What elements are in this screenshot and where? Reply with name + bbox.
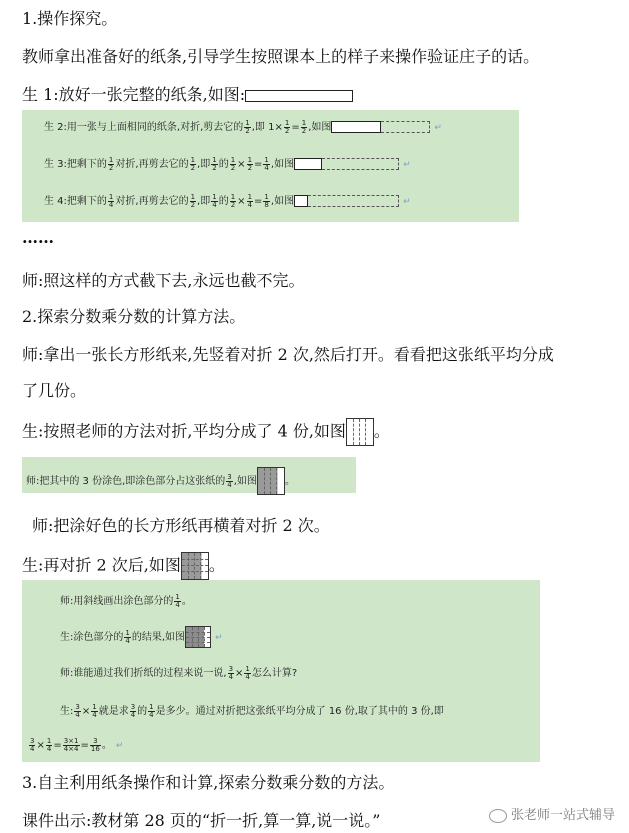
strip-kept bbox=[294, 158, 322, 170]
heading-1: 1.操作探究。 bbox=[22, 9, 118, 28]
student-text: 生 1:放好一张完整的纸条,如图: bbox=[22, 85, 246, 104]
highlight-box-3 bbox=[22, 580, 540, 762]
grid-paper-figure bbox=[181, 552, 209, 580]
return-mark-icon: ↵ bbox=[403, 160, 411, 170]
folded-paper-figure bbox=[346, 418, 374, 446]
heading-2: 2.探索分数乘分数的计算方法。 bbox=[22, 307, 246, 326]
teacher-question-row: 师:谁能通过我们折纸的过程来说一说, $\frac{3}{4}$ × $\frac{1}{4}$ 怎么计算? bbox=[60, 664, 298, 681]
return-mark-icon: ↵ bbox=[115, 741, 124, 751]
heading-3: 3.自主利用纸条操作和计算,探索分数乘分数的方法。 bbox=[22, 773, 395, 792]
paragraph: 生:再对折 2 次后,如图 。 bbox=[22, 552, 225, 580]
hatched-grid-figure bbox=[185, 626, 211, 648]
paragraph: 教师拿出准备好的纸条,引导学生按照课本上的样子来操作验证庄子的话。 bbox=[22, 47, 540, 66]
strip-kept bbox=[331, 121, 381, 133]
highlight-box-2 bbox=[22, 457, 356, 493]
paragraph: 师:把涂好色的长方形纸再横着对折 2 次。 bbox=[32, 516, 330, 535]
paragraph: 师:拿出一张长方形纸来,先竖着对折 2 次,然后打开。看看把这张纸平均分成 bbox=[22, 345, 554, 364]
student-result-row: 生:涂色部分的 $\frac{1}{4}$ 的结果,如图 ↵ bbox=[60, 626, 223, 648]
paragraph: 课件出示:教材第 28 页的“折一折,算一算,说一说。” bbox=[22, 811, 381, 830]
strip-kept bbox=[294, 195, 308, 207]
strip-cut bbox=[322, 158, 399, 170]
teacher-shade-row: 师:把其中的 3 份涂色,即涂色部分占这张纸的 $\frac{3}{4}$ ,如图 。 bbox=[26, 467, 295, 495]
equation-row: $\frac{3}{4}$ × $\frac{1}{4}$ = $\frac{3\times 1}{4\times 4}$ = $\frac{3}{16}$ 。 ↵ bbox=[30, 736, 124, 753]
highlight-box-1 bbox=[22, 110, 519, 222]
strip-cut bbox=[308, 195, 399, 207]
paper-strip-figure bbox=[245, 90, 353, 102]
student-3-row: 生 3:把剩下的 $\frac{1}{2}$ 对折,再剪去它的 $\frac{1}{2}$ ,即 $\frac{1}{2}$ 的 $\frac{1}{2}$ × $\frac{1}{2}$ = $\frac{1}{4}$ ,如图 ↵ bbox=[44, 155, 411, 172]
return-mark-icon: ↵ bbox=[434, 123, 442, 133]
student-explain-row: 生: $\frac{3}{4}$ × $\frac{1}{4}$ 就是求 $\frac{3}{4}$ 的 $\frac{1}{4}$ 是多少。通过对折把这张纸平均分成了 16 份,取了其中的 3 份,即 bbox=[60, 702, 444, 719]
strip-cut bbox=[381, 121, 430, 133]
wechat-logo-icon bbox=[489, 809, 507, 823]
student-4-row: 生 4:把剩下的 $\frac{1}{4}$ 对折,再剪去它的 $\frac{1}{2}$ ,即 $\frac{1}{4}$ 的 $\frac{1}{2}$ × $\frac{1}{4}$ = $\frac{1}{8}$ ,如图 ↵ bbox=[44, 192, 411, 209]
ellipsis: …… bbox=[22, 228, 54, 247]
paragraph: 师:照这样的方式截下去,永远也截不完。 bbox=[22, 271, 305, 290]
paragraph: 生:按照老师的方法对折,平均分成了 4 份,如图 。 bbox=[22, 418, 390, 446]
paragraph bbox=[22, 82, 353, 105]
student-2-row: 生 2:用一张与上面相同的纸条,对折,剪去它的 $\frac{1}{2}$ ,即 1× $\frac{1}{2}$ = $\frac{1}{2}$ ,如图 ↵ bbox=[44, 118, 442, 135]
return-mark-icon: ↵ bbox=[403, 197, 411, 207]
shaded-paper-figure bbox=[257, 467, 285, 495]
return-mark-icon: ↵ bbox=[215, 633, 223, 643]
watermark: 张老师一站式辅导 bbox=[489, 804, 615, 823]
paragraph: 了几份。 bbox=[22, 381, 87, 400]
teacher-hatch-row: 师:用斜线画出涂色部分的 $\frac{1}{4}$ 。 bbox=[60, 592, 192, 609]
